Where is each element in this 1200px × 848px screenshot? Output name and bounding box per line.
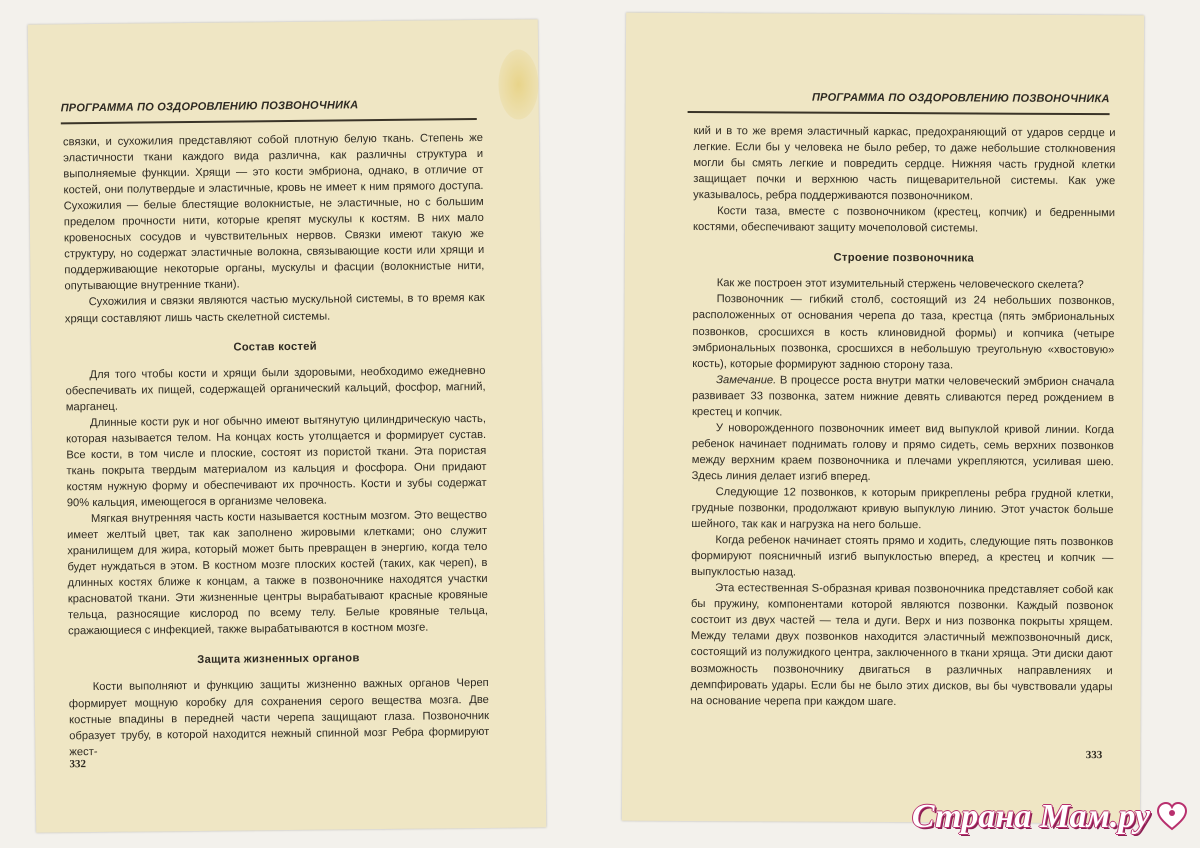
paragraph: Кости таза, вместе с позвоночником (крестец, копчик) и бедренными костями, обеспечивают защиту мочеполовой системы.	[692, 205, 1116, 235]
note-text: В процессе роста внутри матки человеческий эмбрион сначала развивает 33 позвонка, затем нижние девять сливаются перед рождением в крестец и копчик.	[691, 374, 1115, 419]
running-head: ПРОГРАММА ПО ОЗДОРОВЛЕНИЮ ПОЗВОНОЧНИКА	[688, 91, 1110, 115]
site-watermark	[912, 798, 1188, 836]
paragraph: Как же построен этот изумительный стержень человеческого скелета?	[716, 277, 1084, 292]
paragraph-note	[692, 372, 1114, 422]
section-heading: Строение позвоночника	[833, 252, 975, 265]
section-heading: Защита жизненных органов	[197, 652, 360, 667]
page-number: 333	[1085, 749, 1103, 762]
paragraph: Следующие 12 позвонков, к которым прикреплены ребра грудной клетки, грудные позвонки, продолжают кривую выпуклую линию. Этот участок больше шейного, так как и нагрузка на него больше.	[691, 486, 1114, 532]
paragraph: Когда ребенок начинает стоять прямо и ходить, следующие пять позвонков формируют поясничный изгиб выпуклостью вперед, а крестец и копчик — выпуклостью назад.	[691, 534, 1114, 579]
note-label: Замечание.	[716, 373, 777, 387]
paper-stain	[498, 49, 539, 119]
paragraph: кий и в то же время эластичный каркас, предохраняющий от ударов сердце и легкие. Если бы у человека не было ребер, то даже небольшие столкновения могли бы смять легкие и повредить сердце. Нижняя часть грудной клетки защищает почки и верхнюю часть пищеварительной системы. Как уже указывалось, ребра поддерживаются позвоночником.	[693, 125, 1116, 203]
paragraph: Позвоночник — гибкий столб, состоящий из 24 небольших позвонков, расположенных от основания черепа до таза, крестца (пять эмбриональных позвонков, сросшихся в кость клиновидной формы) и копчика (четыре эмбриональных позвонка, сросшихся в небольшую треугольную «хвостовую» кость), которые формируют заднюю сторону таза.	[692, 293, 1115, 371]
paragraph: Мягкая внутренняя часть кости называется костным мозгом. Это вещество имеет желтый цвет, так как заполнено жировыми клетками; оно служит хранилищем для жира, который может быть превращен в энергию, когда тело будет нуждаться в этом. В костном мозге плоских костей (таких, как череп), в длинных костях ближе к концам, а также в позвоночнике находятся участки красноватой ткани. Эти жизненные центры вырабатывают красные кровяные тельца, разносящие кислород по всему телу. Белые кровяные тельца, сражающиеся с инфекцией, также вырабатываются в костном мозге.	[67, 508, 489, 638]
paragraph: Эта естественная S-образная кривая позвоночника представляет собой как бы пружину, компонентами которой являются позвонки. Каждый позвонок состоит из двух частей — тела и дуги. Верх и низ позвонка покрыты хрящем. Между телами двух позвонков находится эластичный межпозвоночный диск, состоящий из полужидкого центра, заключенного в ткани хряща. Эти диски дают возможность позвоночнику двигаться в различных направлениях и демпфировать удары. Если бы не было этих дисков, вы бы чувствовали удары на основание черепа при каждом шаге.	[690, 582, 1114, 708]
right-page-text	[690, 123, 1115, 711]
paragraph: связки, и сухожилия представляют собой плотную белую ткань. Степень же эластичности ткани каждого вида различна, как различны структура и выполняемые функции. Хрящи — это кости эмбриона, однако, в отличие от костей, они полутвердые и эластичные, кровь не имеет к ним прямого доступа. Сухожилия — белые блестящие волокнистые, не эластичные, но с большим пределом прочности нити, которые крепят мускулы к костям. В них мало кровеносных сосудов и чувствительных нервов. Связки имеют такую же структуру, но содержат эластичные волокна, связывающие кости или хрящи и поддерживающие некоторые органы, мускулы и фасции (волокнистые нити, опутывающие внутренние ткани).	[62, 131, 485, 293]
watermark-text: Страна Мам.ру	[911, 798, 1150, 835]
section-heading: Состав костей	[233, 340, 317, 354]
left-page	[28, 19, 546, 832]
paragraph: У новорожденного позвоночник имеет вид выпуклой кривой линии. Когда ребенок начинает поднимать голову и прямо сидеть, семь верхних позвонков между верхним краем позвоночника и плечами укрепляются, усиливая шею. Здесь линия делает изгиб вперед.	[691, 421, 1114, 483]
left-page-text	[63, 130, 490, 760]
heart-logo-icon	[1156, 801, 1188, 833]
running-head: ПРОГРАММА ПО ОЗДОРОВЛЕНИЮ ПОЗВОНОЧНИКА	[61, 98, 477, 124]
paragraph: Кости выполняют и функцию защиты жизненно важных органов Череп формирует мощную коробку для сохранения серого вещества мозга. Две костные впадины в передней части черепа защищают глаза. Позвоночник образует трубу, в которой находится нежный спинной мозг Ребра формируют жест-	[68, 677, 490, 758]
page-number: 332	[69, 758, 87, 771]
paragraph: Сухожилия и связки являются частью мускульной системы, в то время как хрящи составляют лишь часть скелетной системы.	[64, 292, 485, 325]
paragraph: Для того чтобы кости и хрящи были здоровыми, необходимо ежедневно обеспечивать их пищей, содержащей органический кальций, фосфор, магний, марганец.	[65, 364, 486, 414]
right-page	[622, 13, 1144, 824]
paragraph: Длинные кости рук и ног обычно имеют вытянутую цилиндрическую часть, которая называется телом. На концах кость утолщается и формирует сустав. Все кости, в том числе и плоские, состоят из пористой ткани. Эта пористая ткань покрыта твердым материалом из кальция и фосфора. Они придают костям нужную форму и обеспечивают их прочность. Кости и зубы содержат 90% кальция, имеющегося в организме человека.	[66, 412, 487, 510]
